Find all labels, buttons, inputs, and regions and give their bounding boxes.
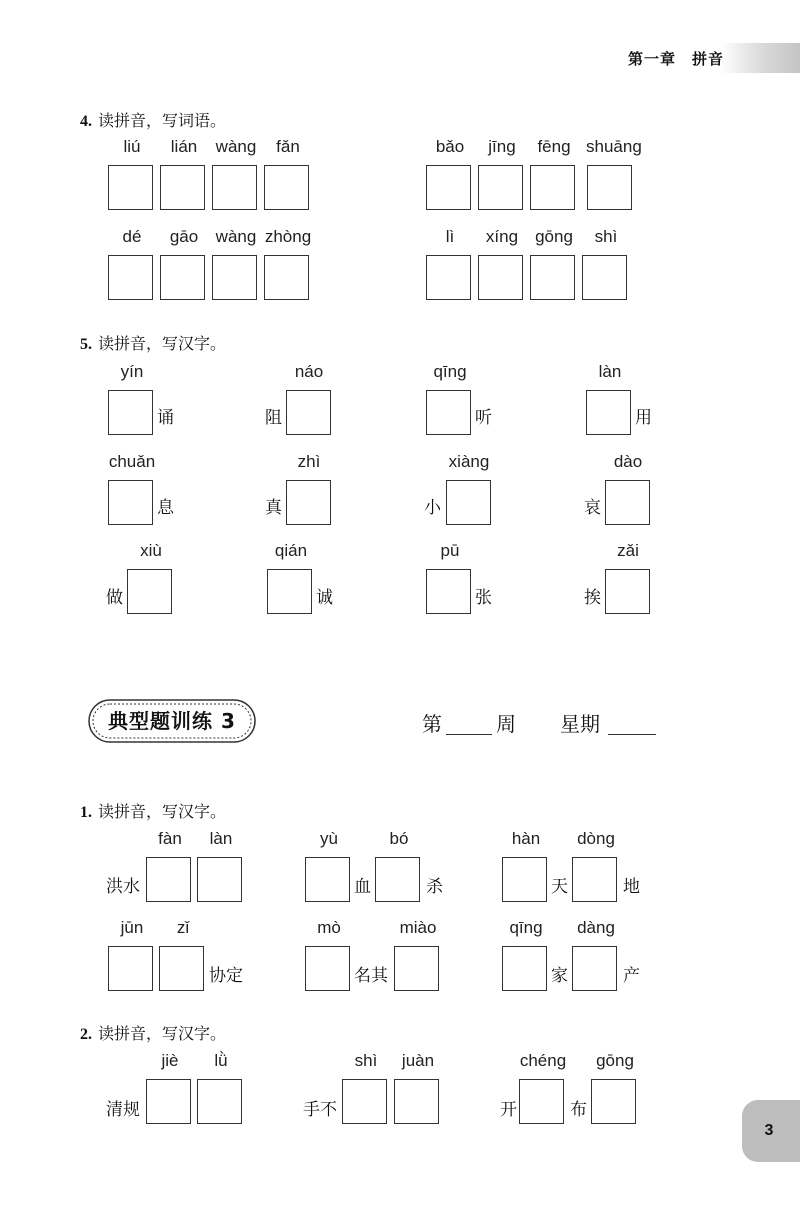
pinyin: shì bbox=[354, 1051, 378, 1070]
answer-box[interactable] bbox=[530, 255, 575, 300]
pinyin: zhòng bbox=[264, 227, 312, 246]
answer-box[interactable] bbox=[267, 569, 312, 614]
answer-box[interactable] bbox=[519, 1079, 564, 1124]
exercise-1-title bbox=[80, 799, 226, 822]
answer-box[interactable] bbox=[582, 255, 627, 300]
answer-box[interactable] bbox=[587, 165, 632, 210]
pinyin: bǎo bbox=[435, 137, 465, 156]
pinyin: fǎn bbox=[276, 137, 300, 156]
given-character: 名其 bbox=[354, 966, 388, 986]
pinyin: fēng bbox=[537, 137, 571, 156]
pinyin: fàn bbox=[158, 829, 182, 848]
pinyin: lì bbox=[445, 227, 455, 246]
pinyin: zǐ bbox=[176, 918, 190, 937]
pinyin: jūn bbox=[120, 918, 144, 937]
answer-box[interactable] bbox=[108, 480, 153, 525]
answer-box[interactable] bbox=[305, 857, 350, 902]
weekday-blank[interactable] bbox=[608, 734, 656, 735]
pinyin: làn bbox=[598, 362, 622, 381]
given-character: 产 bbox=[623, 966, 640, 986]
answer-box[interactable] bbox=[108, 165, 153, 210]
exercise-1-number: 1. bbox=[80, 804, 92, 821]
answer-box[interactable] bbox=[286, 480, 331, 525]
week-number-blank[interactable] bbox=[446, 734, 492, 735]
given-character: 哀 bbox=[584, 498, 601, 518]
answer-box[interactable] bbox=[394, 946, 439, 991]
pinyin: miào bbox=[399, 918, 437, 937]
given-character: 开 bbox=[500, 1100, 517, 1120]
question-5-title bbox=[80, 331, 226, 354]
pinyin: bó bbox=[389, 829, 409, 848]
given-character: 做 bbox=[106, 588, 123, 608]
given-character: 听 bbox=[475, 408, 492, 428]
answer-box[interactable] bbox=[305, 946, 350, 991]
answer-box[interactable] bbox=[605, 569, 650, 614]
pinyin: qián bbox=[274, 541, 308, 560]
given-character: 息 bbox=[157, 498, 174, 518]
exercise-1-text: 读拼音，写汉字。 bbox=[98, 802, 227, 821]
pinyin: jīng bbox=[488, 137, 516, 156]
given-character: 洪水 bbox=[106, 877, 140, 897]
given-character: 用 bbox=[635, 408, 652, 428]
given-character: 血 bbox=[354, 877, 371, 897]
answer-box[interactable] bbox=[502, 857, 547, 902]
page-number: 3 bbox=[764, 1122, 774, 1139]
pinyin: gōng bbox=[535, 227, 573, 246]
pinyin: xiàng bbox=[448, 452, 490, 471]
answer-box[interactable] bbox=[426, 569, 471, 614]
answer-box[interactable] bbox=[426, 255, 471, 300]
answer-box[interactable] bbox=[160, 255, 205, 300]
week-label-di: 第 bbox=[422, 712, 442, 736]
weekday-label: 星期 bbox=[560, 712, 600, 736]
given-character: 手不 bbox=[303, 1100, 337, 1120]
pinyin: dàng bbox=[577, 918, 615, 937]
answer-box[interactable] bbox=[426, 165, 471, 210]
pinyin: dé bbox=[122, 227, 142, 246]
answer-box[interactable] bbox=[530, 165, 575, 210]
pinyin: pū bbox=[440, 541, 460, 560]
answer-box[interactable] bbox=[108, 946, 153, 991]
pinyin: juàn bbox=[401, 1051, 435, 1070]
given-character: 杀 bbox=[426, 877, 443, 897]
answer-box[interactable] bbox=[212, 255, 257, 300]
given-character: 天 bbox=[551, 877, 568, 897]
given-character: 张 bbox=[475, 588, 492, 608]
pinyin: qīng bbox=[509, 918, 543, 937]
given-character: 布 bbox=[570, 1100, 587, 1120]
pinyin: wàng bbox=[215, 137, 257, 156]
pinyin: zhì bbox=[297, 452, 321, 471]
week-label-zhou: 周 bbox=[496, 712, 516, 736]
answer-box[interactable] bbox=[478, 165, 523, 210]
pinyin: chuǎn bbox=[108, 452, 156, 471]
answer-box[interactable] bbox=[572, 946, 617, 991]
answer-box[interactable] bbox=[446, 480, 491, 525]
answer-box[interactable] bbox=[212, 165, 257, 210]
answer-box[interactable] bbox=[197, 1079, 242, 1124]
pinyin: hàn bbox=[511, 829, 541, 848]
given-character: 小 bbox=[424, 498, 441, 518]
pinyin: náo bbox=[294, 362, 324, 381]
given-character: 清规 bbox=[106, 1100, 140, 1120]
question-5-number: 5. bbox=[80, 336, 92, 353]
pinyin: wàng bbox=[215, 227, 257, 246]
answer-box[interactable] bbox=[478, 255, 523, 300]
given-character: 阻 bbox=[265, 408, 282, 428]
section-title: 典型题训练 3 bbox=[108, 709, 236, 733]
given-character: 挨 bbox=[584, 588, 601, 608]
question-4-number: 4. bbox=[80, 113, 92, 130]
answer-box[interactable] bbox=[159, 946, 204, 991]
pinyin: shuāng bbox=[586, 137, 642, 156]
pinyin: dào bbox=[613, 452, 643, 471]
answer-box[interactable] bbox=[502, 946, 547, 991]
pinyin: lián bbox=[170, 137, 198, 156]
answer-box[interactable] bbox=[605, 480, 650, 525]
answer-box[interactable] bbox=[146, 857, 191, 902]
given-character: 地 bbox=[623, 877, 640, 897]
given-character: 诵 bbox=[157, 408, 174, 428]
pinyin: yín bbox=[120, 362, 144, 381]
pinyin: xíng bbox=[485, 227, 519, 246]
answer-box[interactable] bbox=[264, 165, 309, 210]
pinyin: liú bbox=[123, 137, 141, 156]
pinyin: dòng bbox=[577, 829, 615, 848]
exercise-2-text: 读拼音，写汉字。 bbox=[98, 1024, 227, 1043]
exercise-2-title bbox=[80, 1021, 226, 1044]
given-character: 诚 bbox=[316, 588, 333, 608]
pinyin: chéng bbox=[519, 1051, 567, 1070]
pinyin: gōng bbox=[596, 1051, 634, 1070]
pinyin: shì bbox=[594, 227, 618, 246]
answer-box[interactable] bbox=[342, 1079, 387, 1124]
given-character: 协定 bbox=[209, 966, 243, 986]
pinyin: jiè bbox=[161, 1051, 179, 1070]
answer-box[interactable] bbox=[146, 1079, 191, 1124]
question-5-text: 读拼音，写汉字。 bbox=[98, 334, 227, 353]
answer-box[interactable] bbox=[591, 1079, 636, 1124]
answer-box[interactable] bbox=[375, 857, 420, 902]
pinyin: yù bbox=[320, 829, 338, 848]
answer-box[interactable] bbox=[160, 165, 205, 210]
answer-box[interactable] bbox=[394, 1079, 439, 1124]
answer-box[interactable] bbox=[286, 390, 331, 435]
question-4-text: 读拼音，写词语。 bbox=[98, 111, 227, 130]
pinyin: làn bbox=[209, 829, 233, 848]
answer-box[interactable] bbox=[108, 390, 153, 435]
answer-box[interactable] bbox=[572, 857, 617, 902]
answer-box[interactable] bbox=[127, 569, 172, 614]
answer-box[interactable] bbox=[586, 390, 631, 435]
pinyin: lǜ bbox=[214, 1051, 228, 1070]
pinyin: gāo bbox=[169, 227, 199, 246]
pinyin: zǎi bbox=[617, 541, 639, 560]
pinyin: mò bbox=[317, 918, 341, 937]
answer-box[interactable] bbox=[197, 857, 242, 902]
section-banner bbox=[86, 697, 258, 745]
pinyin: qīng bbox=[433, 362, 467, 381]
question-4-title bbox=[80, 108, 226, 131]
given-character: 真 bbox=[265, 498, 282, 518]
answer-box[interactable] bbox=[108, 255, 153, 300]
answer-box[interactable] bbox=[264, 255, 309, 300]
exercise-2-number: 2. bbox=[80, 1026, 92, 1043]
pinyin: xiù bbox=[140, 541, 162, 560]
chapter-header: 第一章 拼音 bbox=[628, 50, 725, 68]
answer-box[interactable] bbox=[426, 390, 471, 435]
given-character: 家 bbox=[551, 966, 568, 986]
